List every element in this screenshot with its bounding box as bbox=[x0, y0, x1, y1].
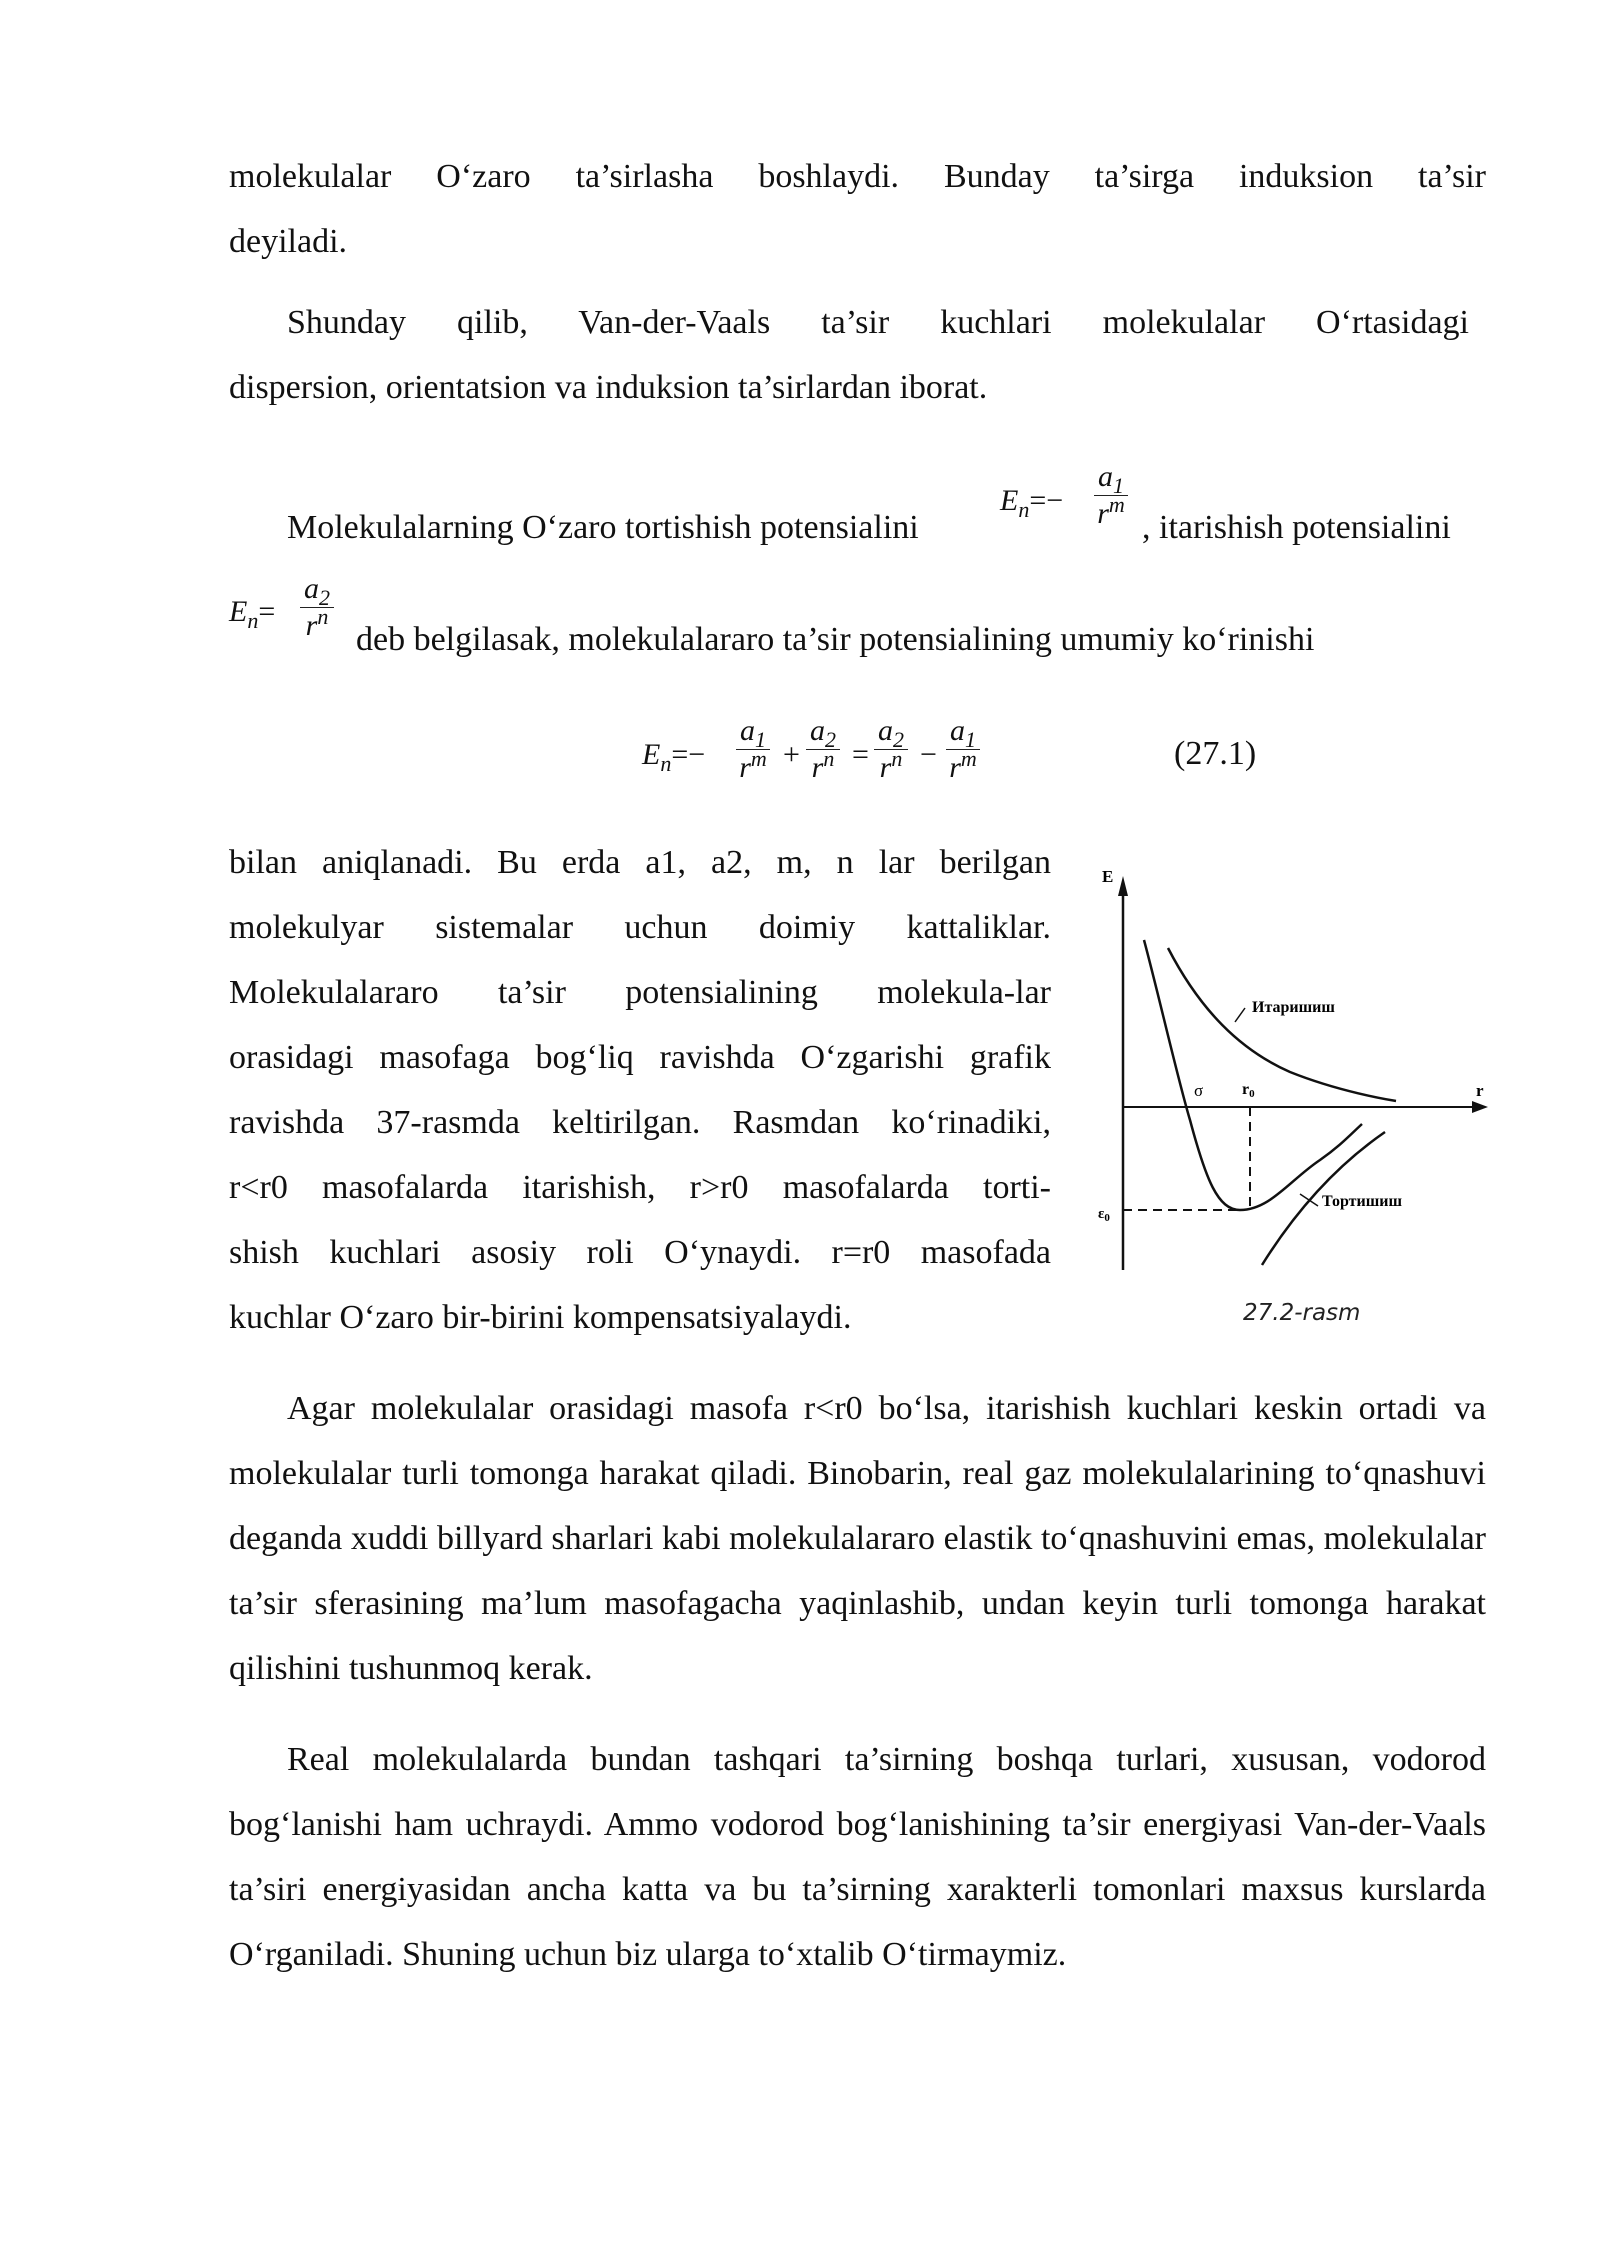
equation-frac-2: $\frac{a_2}{r^n}$ bbox=[806, 716, 840, 783]
paragraph-1-line-1: molekulalar O‘zaro ta’sirlasha boshlaydi. Bunday ta’sirga induksion ta’sir bbox=[229, 158, 1486, 195]
plus-sign: + bbox=[783, 738, 800, 771]
attraction-label: Тортишиш bbox=[1322, 1193, 1402, 1210]
equation-lhs: $E_n=-$ bbox=[642, 738, 706, 776]
paragraph-2-line-1: Shunday qilib, Van-der-Vaals ta’sir kuchlari molekulalar O‘rtasidagi bbox=[287, 304, 1469, 341]
repulsion-curve bbox=[1168, 948, 1396, 1101]
sigma-label: σ bbox=[1194, 1081, 1204, 1100]
paragraph-4-line: shish kuchlari asosiy roli O‘ynaydi. r=r0 masofada bbox=[229, 1234, 1051, 1271]
formula-repulsion-lhs: $E_n=$ bbox=[229, 595, 276, 633]
paragraph-3-text-c: deb belgilasak, molekulalararo ta’sir potensialining umumiy ko‘rinishi bbox=[356, 621, 1315, 658]
minus-sign: − bbox=[920, 738, 937, 771]
formula-repulsion-fraction: $\frac{a_2}{r^n}$ bbox=[300, 574, 334, 641]
y-axis-label: E bbox=[1102, 867, 1114, 886]
paragraph-4-line: r<r0 masofalarda itarishish, r>r0 masofalarda torti- bbox=[229, 1169, 1051, 1206]
figure-caption: 27.2-rasm bbox=[1243, 1300, 1361, 1326]
paragraph-4 bbox=[229, 830, 1051, 1350]
equation-frac-1: $\frac{a_1}{r^m}$ bbox=[736, 716, 770, 783]
attraction-leader bbox=[1300, 1194, 1318, 1206]
repulsion-label: Итаришиш bbox=[1252, 999, 1335, 1016]
r0-label: r0 bbox=[1242, 1081, 1255, 1100]
repulsion-leader bbox=[1235, 1008, 1245, 1022]
paragraph-2-line-2: dispersion, orientatsion va induksion ta’sirlardan iborat. bbox=[229, 369, 988, 406]
paragraph-4-line: ravishda 37-rasmda keltirilgan. Rasmdan ko‘rinadiki, bbox=[229, 1104, 1051, 1141]
equation-number: (27.1) bbox=[1174, 735, 1257, 772]
paragraph-4-line: molekulyar sistemalar uchun doimiy kattaliklar. bbox=[229, 909, 1051, 946]
paragraph-3-text-b: , itarishish potensialini bbox=[1142, 509, 1451, 546]
formula-attraction-fraction: $\frac{a_1}{r^m}$ bbox=[1094, 462, 1128, 529]
paragraph-3-text-a: Molekulalarning O‘zaro tortishish potensialini bbox=[287, 509, 919, 546]
paragraph-4-line: Molekulalararo ta’sir potensialining molekula-lar bbox=[229, 974, 1051, 1011]
x-axis-label: r bbox=[1476, 1081, 1484, 1100]
equation-frac-4: $\frac{a_1}{r^m}$ bbox=[946, 716, 980, 783]
potential-curve bbox=[1144, 940, 1362, 1210]
paragraph-6: Real molekulalarda bundan tashqari ta’sirning boshqa turlari, xususan, vodorod bog‘lanishi ham uchraydi. Ammo vodorod bog‘lanishining ta’sir energiyasi Van-der-Vaals ta’siri energiyasidan ancha katta va bu ta’sirning xarakterli tomonlari maxsus kurslarda O‘rganiladi. Shuning uchun biz ularga to‘xtalib O‘tirmaymiz. bbox=[229, 1741, 1486, 1973]
paragraph-4-line: kuchlar O‘zaro bir-birini kompensatsiyalaydi. bbox=[229, 1299, 852, 1336]
paragraph-4-line: bilan aniqlanadi. Bu erda a1, a2, m, n lar berilgan bbox=[229, 844, 1051, 881]
paragraph-4-line: orasidagi masofaga bog‘liq ravishda O‘zgarishi grafik bbox=[229, 1039, 1051, 1076]
potential-energy-figure bbox=[1090, 860, 1490, 1280]
y-axis-arrow bbox=[1118, 876, 1128, 896]
formula-attraction-lhs: $E_n=-$ bbox=[1000, 484, 1064, 522]
epsilon0-label: $\varepsilon_0$ bbox=[1098, 1206, 1110, 1224]
paragraph-1-line-2: deyiladi. bbox=[229, 223, 348, 260]
x-axis-arrow bbox=[1472, 1101, 1488, 1113]
equation-frac-3: $\frac{a_2}{r^n}$ bbox=[874, 716, 908, 783]
equals-sign: = bbox=[852, 738, 869, 771]
paragraph-5: Agar molekulalar orasidagi masofa r<r0 bo‘lsa, itarishish kuchlari keskin ortadi va molekulalar turli tomonga harakat qiladi. Binobarin, real gaz molekulalarining to‘qnashuvi deganda xuddi billyard sharlari kabi molekulalararo elastik to‘qnashuvini emas, molekulalar ta’sir sferasining ma’lum masofagacha yaqinlashib, undan keyin turli tomonga harakat qilishini tushunmoq kerak. bbox=[229, 1390, 1486, 1687]
